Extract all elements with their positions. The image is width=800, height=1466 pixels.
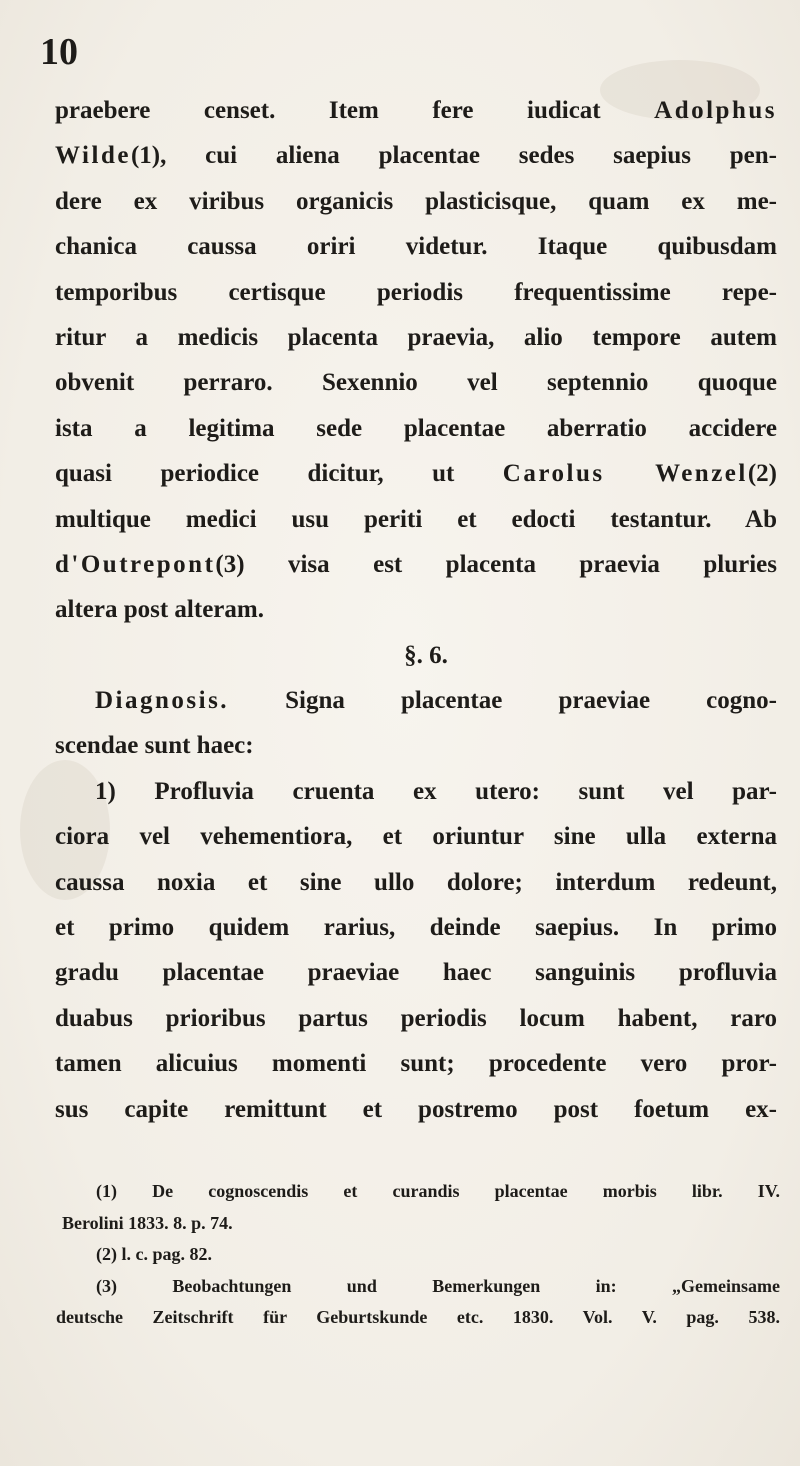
- footnotes: [56, 1176, 780, 1334]
- text-line: dere ex viribus organicis plasticisque, quam ex me-: [55, 187, 777, 215]
- text-line: scendae sunt haec:: [55, 732, 254, 760]
- text-line: et primo quidem rarius, deinde saepius. In primo: [55, 914, 777, 942]
- author-name: d'Outrepont: [55, 550, 216, 578]
- section-title: Diagnosis.: [95, 687, 230, 715]
- text-line: duabus prioribus partus periodis locum habent, raro: [55, 1004, 777, 1032]
- footnote-1-cont: Berolini 1833. 8. p. 74.: [62, 1212, 233, 1233]
- author-name: Adolphus: [654, 97, 777, 124]
- text-line: d'Outrepont(3) visa est placenta praevia pluries: [55, 550, 777, 578]
- footnote-2: (2) l. c. pag. 82.: [96, 1244, 212, 1264]
- text-line: 1) Profluvia cruenta ex utero: sunt vel par-: [95, 777, 777, 805]
- author-name: Carolus Wenzel: [502, 460, 748, 488]
- text-line: temporibus certisque periodis frequentissime repe-: [55, 278, 777, 306]
- footnote-3-cont: deutsche Zeitschrift für Geburtskunde etc. 1830. Vol. V. pag. 538.: [56, 1307, 780, 1327]
- text-line: sus capite remittunt et postremo post foetum ex-: [55, 1095, 777, 1123]
- text-line: Wilde(1), cui aliena placentae sedes saepius pen-: [55, 142, 777, 170]
- page-number: 10: [40, 31, 78, 73]
- author-name: Wilde: [55, 142, 131, 170]
- text-line: obvenit perraro. Sexennio vel septennio quoque: [55, 369, 777, 397]
- text-line: ista a legitima sede placentae aberratio accidere: [55, 414, 777, 442]
- footnote-1: (1) De cognoscendis et curandis placentae morbis libr. IV.: [96, 1181, 780, 1201]
- text-line: quasi periodice dicitur, ut Carolus Wenzel(2): [55, 460, 777, 488]
- text-line: tamen alicuius momenti sunt; procedente vero pror-: [55, 1050, 777, 1078]
- footnote-3: (3) Beobachtungen und Bemerkungen in: „Gemeinsame: [96, 1275, 780, 1296]
- text-line: caussa noxia et sine ullo dolore; interdum redeunt,: [55, 868, 777, 896]
- text-line: Diagnosis. Signa placentae praeviae cogno-: [95, 687, 777, 715]
- section-heading: §. 6.: [404, 641, 448, 669]
- text-line: chanica caussa oriri videtur. Itaque quibusdam: [55, 233, 777, 261]
- body-text: [55, 88, 777, 1132]
- text-line: ritur a medicis placenta praevia, alio tempore autem: [55, 323, 777, 351]
- text-line: ciora vel vehementiora, et oriuntur sine ulla externa: [55, 823, 777, 851]
- text-line: praebere censet. Item fere iudicat Adolphus: [55, 97, 777, 124]
- text-line: multique medici usu periti et edocti testantur. Ab: [55, 505, 777, 533]
- text-line: gradu placentae praeviae haec sanguinis profluvia: [55, 959, 777, 987]
- text-line: altera post alteram.: [55, 596, 264, 624]
